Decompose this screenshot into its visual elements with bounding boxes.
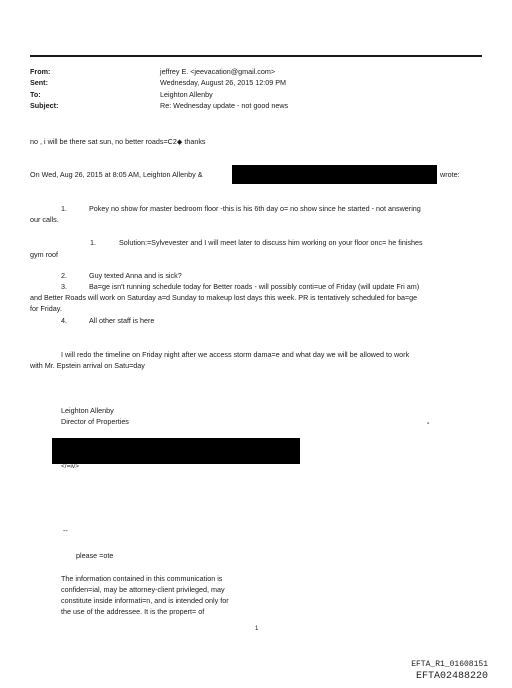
item-3-line-3: for Friday.: [30, 304, 62, 313]
to-label: To:: [30, 90, 41, 99]
item-1-number: 1.: [61, 204, 67, 213]
quote-intro: On Wed, Aug 26, 2015 at 8:05 AM, Leighton Allenby &: [30, 170, 203, 179]
from-value: jeffrey E. <jeevacation@gmail.com>: [160, 67, 276, 76]
sent-value: Wednesday, August 26, 2015 12:09 PM: [160, 78, 287, 87]
sub-item-1-line-1: Solution:=Sylvevester and I will meet later to discuss him working on your floor onc= he finishes: [119, 238, 423, 247]
item-4-number: 4.: [61, 316, 67, 325]
footer-id-1: EFTA_R1_01608151: [411, 660, 488, 669]
item-1-line-2: our calls.: [30, 215, 59, 224]
item-1-line-1: Pokey no show for master bedroom floor -this is his 6th day o= no show since he started - not answering: [89, 204, 421, 213]
html-artifact: </=iv>: [61, 463, 79, 470]
item-3-number: 3.: [61, 282, 67, 291]
item-3-line-2: and Better Roads will work on Saturday a=d Sunday to makeup lost days this week. PR is tentatively scheduled for ba=ge: [30, 293, 418, 302]
please-note: please =ote: [76, 551, 114, 560]
footer-id-2: EFTA02488220: [415, 671, 488, 682]
timeline-line-1: I will redo the timeline on Friday night after we access storm dama=e and what day we will be allowed to work: [61, 350, 410, 359]
sub-item-1-line-2: gym roof: [30, 250, 58, 259]
from-label: From:: [30, 67, 51, 76]
subject-label: Subject:: [30, 101, 59, 110]
subject-value: Re: Wednesday update - not good news: [160, 101, 289, 110]
signature-dash: -: [427, 418, 430, 427]
sub-item-1-number: 1.: [90, 238, 96, 247]
signature-title: Director of Properties: [61, 417, 129, 426]
to-value: Leighton Allenby: [160, 90, 213, 99]
reply-line: no , i will be there sat sun, no better roads=C2◆ thanks: [30, 137, 206, 146]
confidential-line-2: confiden=ial, may be attorney-client privileged, may: [61, 585, 225, 594]
timeline-line-2: with Mr. Epstein arrival on Satu=day: [30, 361, 145, 370]
item-2-number: 2.: [61, 271, 67, 280]
item-2-text: Guy texted Anna and is sick?: [89, 271, 182, 280]
confidential-line-1: The information contained in this communication is: [61, 574, 223, 583]
separator-dashes: --: [63, 526, 68, 535]
page-number: 1: [255, 626, 259, 632]
redaction-box: [232, 165, 437, 184]
sent-label: Sent:: [30, 78, 48, 87]
quote-intro-wrote: wrote:: [440, 170, 460, 179]
item-4-text: All other staff is here: [89, 316, 155, 325]
top-rule: [30, 55, 482, 57]
confidential-line-3: constitute inside informati=n, and is intended only for: [61, 596, 229, 605]
signature-name: Leighton Allenby: [61, 406, 114, 415]
redaction-box-signature: [52, 438, 300, 464]
item-3-line-1: Ba=ge isn't running schedule today for Better roads - will possibly conti=ue of Friday (will update Fri am): [89, 282, 420, 291]
confidential-line-4: the use of the addressee. It is the propert= of: [61, 607, 205, 616]
